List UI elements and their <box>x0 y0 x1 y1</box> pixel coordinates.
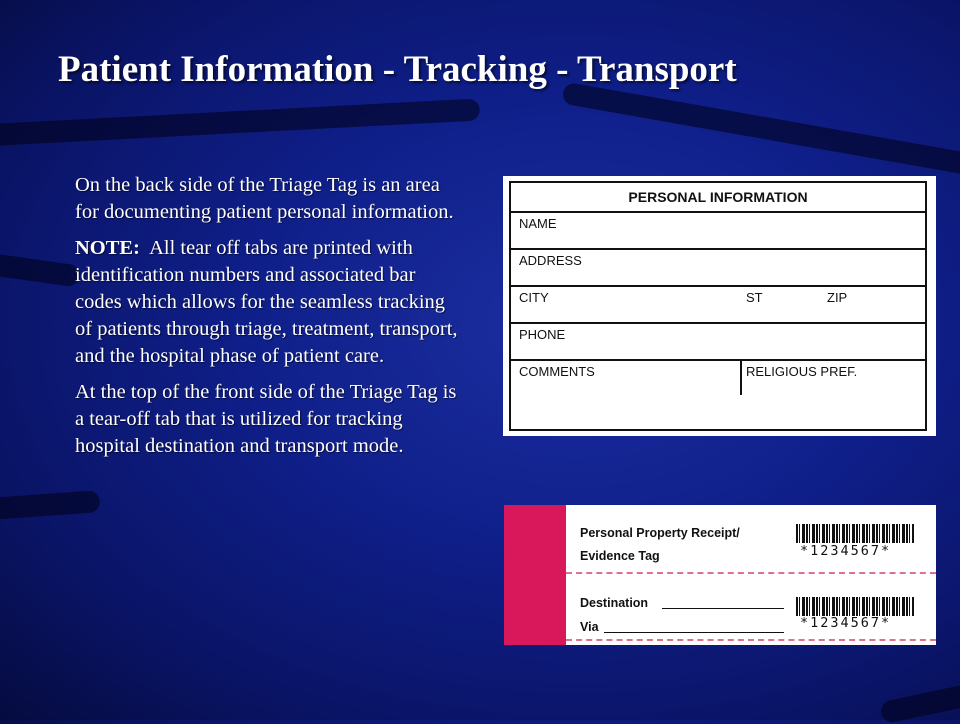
comments-row <box>511 361 925 429</box>
destination-label: Destination <box>580 596 649 610</box>
barcode-number-1: *1234567* <box>800 543 892 559</box>
state-label: ST <box>746 290 763 305</box>
tear-tab-paragraph: At the top of the front side of the Triage Tag is a tear-off tab that is utilized for tracking hospital destination and transport mode. <box>75 381 457 457</box>
background-stripe <box>0 98 480 147</box>
via-line <box>604 632 784 633</box>
barcode-2 <box>796 597 914 616</box>
destination-line <box>662 608 784 609</box>
receipt-label-line1: Personal Property Receipt/ <box>580 526 740 540</box>
tear-line-2 <box>566 639 936 641</box>
tab-color-strip <box>504 505 566 645</box>
name-label: NAME <box>519 216 557 231</box>
personal-information-form-image <box>503 176 936 436</box>
receipt-label-line2: Evidence Tag <box>580 549 660 563</box>
slide-body <box>75 172 460 469</box>
intro-paragraph: On the back side of the Triage Tag is an area for documenting patient personal information. <box>75 174 454 223</box>
note-paragraph <box>75 235 460 370</box>
address-label: ADDRESS <box>519 253 582 268</box>
phone-row <box>511 324 925 361</box>
address-row <box>511 250 925 287</box>
comments-divider <box>740 361 742 395</box>
phone-label: PHONE <box>519 327 566 342</box>
background-stripe <box>561 82 960 177</box>
background-stripe <box>879 678 960 724</box>
form-header: PERSONAL INFORMATION <box>511 183 925 213</box>
note-text: All tear off tabs are printed with identification numbers and associated bar codes which allows for the seamless tracking of patients through triage, treatment, transport, and the hospital phase of patient care. <box>75 237 458 367</box>
barcode-number-2: *1234567* <box>800 615 892 631</box>
background-stripe <box>0 490 101 522</box>
comments-label: COMMENTS <box>519 364 595 379</box>
note-label: NOTE: <box>75 237 140 259</box>
city-label: CITY <box>519 290 549 305</box>
personal-information-form <box>509 181 927 431</box>
tear-line-1 <box>566 572 936 574</box>
tear-off-tab-image <box>504 505 936 645</box>
via-label: Via <box>580 620 599 634</box>
religious-pref-label: RELIGIOUS PREF. <box>746 364 858 379</box>
city-row <box>511 287 925 324</box>
name-row <box>511 213 925 250</box>
zip-label: ZIP <box>827 290 848 305</box>
barcode-1 <box>796 524 914 543</box>
background-stripe <box>0 250 81 287</box>
slide-title: Patient Information - Tracking - Transport <box>58 49 737 90</box>
